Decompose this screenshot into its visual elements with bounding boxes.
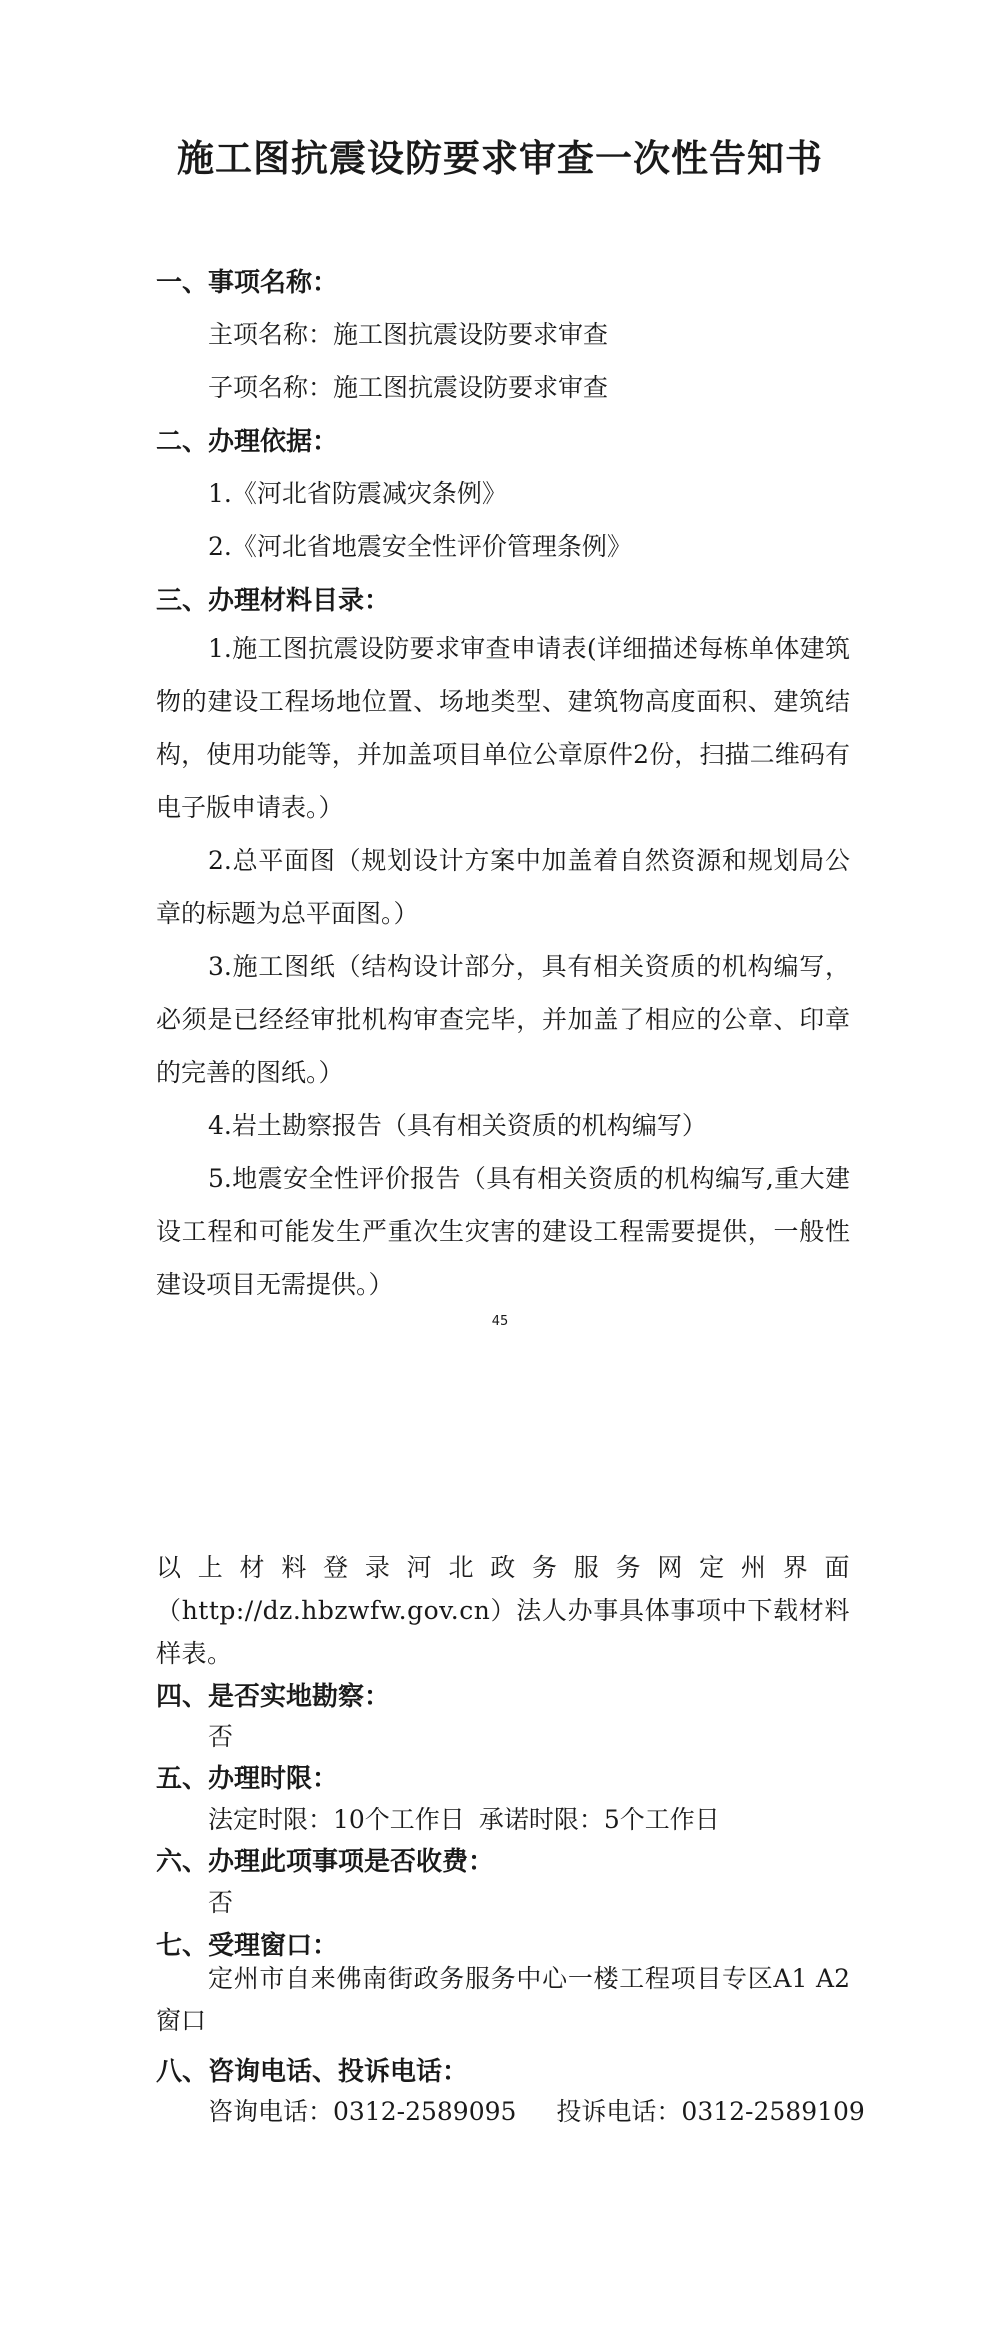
consult-phone: 咨询电话：0312-2589095 <box>208 2097 517 2126</box>
material-item-3: 3.施工图纸（结构设计部分，具有相关资质的机构编写，必须是已经经审批机构审查完毕，并加盖了相应的公章、印章的完善的图纸。） <box>156 952 850 1087</box>
page-number: 45 <box>491 1314 509 1329</box>
site-survey-value: 否 <box>208 1722 234 1751</box>
basis-item-1: 1.《河北省防震减灾条例》 <box>208 479 507 508</box>
section-1-heading: 一、事项名称： <box>156 268 339 298</box>
material-item-2: 2.总平面图（规划设计方案中加盖着自然资源和规划局公章的标题为总平面图。） <box>156 846 850 928</box>
material-item-4: 4.岩土勘察报告（具有相关资质的机构编写） <box>208 1111 707 1140</box>
section-6-heading: 六、办理此项事项是否收费： <box>156 1847 495 1877</box>
main-item-name: 主项名称：施工图抗震设防要求审查 <box>208 320 609 349</box>
fee-value: 否 <box>208 1888 234 1917</box>
section-8-heading: 八、咨询电话、投诉电话： <box>156 2057 469 2087</box>
section-4-heading: 四、是否实地勘察： <box>156 1682 391 1712</box>
legal-time-limit: 法定时限：10个工作日 <box>208 1805 465 1834</box>
materials-note: 以上材料登录河北政务服务网定州界面（http://dz.hbzwfw.gov.cn）法人办事具体事项中下载材料样表。 <box>156 1553 850 1668</box>
section-2-heading: 二、办理依据： <box>156 427 339 457</box>
contact-line <box>208 2092 865 2128</box>
complaint-phone: 投诉电话：0312-2589109 <box>556 2097 865 2126</box>
section-5-heading: 五、办理时限： <box>156 1764 339 1794</box>
page-title: 施工图抗震设防要求审查一次性告知书 <box>177 136 823 180</box>
basis-item-2: 2.《河北省地震安全性评价管理条例》 <box>208 532 632 561</box>
material-item-5: 5.地震安全性评价报告（具有相关资质的机构编写,重大建设工程和可能发生严重次生灾害的建设工程需要提供，一般性建设项目无需提供。） <box>156 1164 850 1299</box>
material-item-1: 1.施工图抗震设防要求审查申请表(详细描述每栋单体建筑物的建设工程场地位置、场地类型、建筑物高度面积、建筑结构，使用功能等，并加盖项目单位公章原件2份，扫描二维码有电子版申请表。） <box>156 634 850 822</box>
service-window: 定州市自来佛南街政务服务中心一楼工程项目专区A1 A2窗口 <box>156 1964 850 2035</box>
sub-item-name: 子项名称：施工图抗震设防要求审查 <box>208 373 609 402</box>
section-3-heading: 三、办理材料目录： <box>156 586 391 616</box>
section-7-heading: 七、受理窗口： <box>156 1931 339 1961</box>
time-limit-line <box>208 1800 720 1836</box>
promise-time-limit: 承诺时限：5个工作日 <box>478 1805 720 1834</box>
